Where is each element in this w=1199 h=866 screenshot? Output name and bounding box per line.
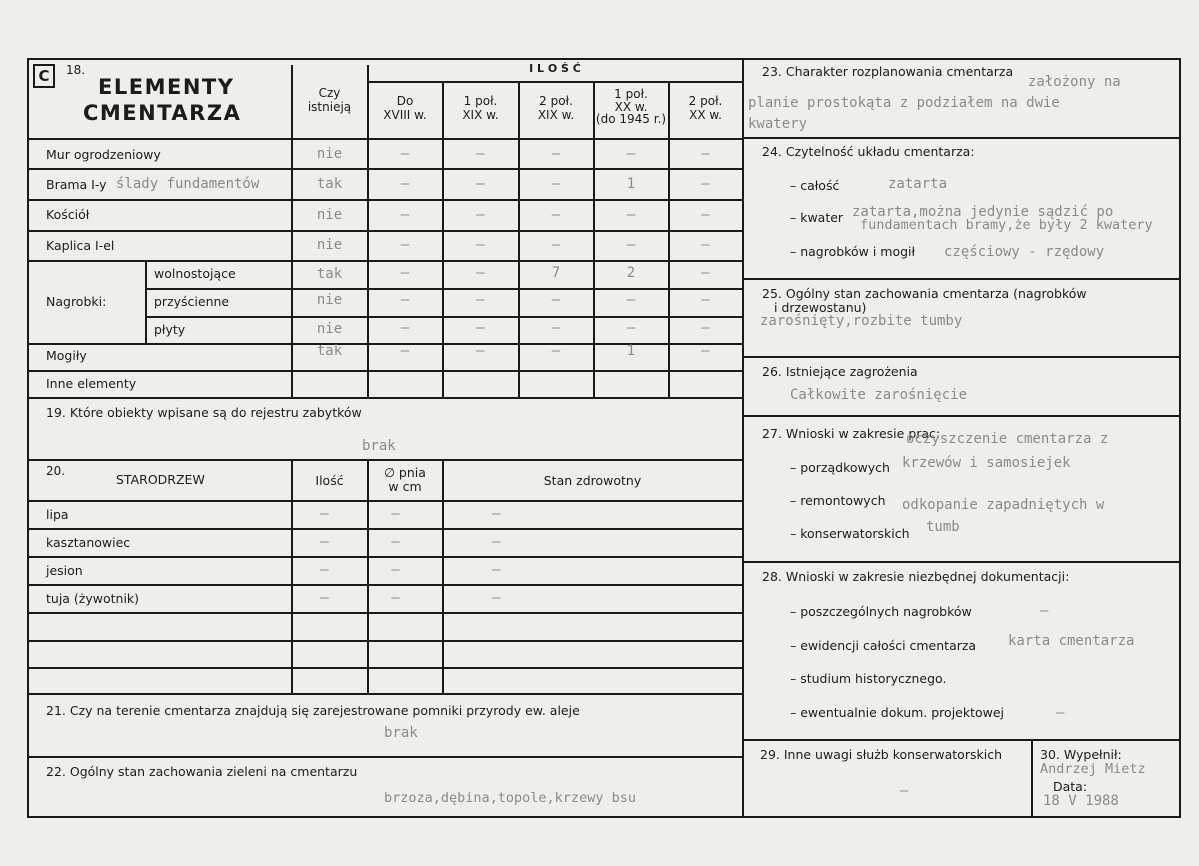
row-line: [29, 199, 742, 201]
value-cell: –: [551, 343, 561, 359]
ilosc-header: I L O Ś Ć: [529, 62, 581, 75]
q25-answer: zarośnięty,rozbite tumby: [760, 313, 963, 329]
q22-answer: brzoza,dębina,topole,krzewy bsu: [384, 790, 636, 806]
row-line: [29, 500, 742, 502]
row-label-kaplica: Kaplica I-el: [46, 238, 115, 253]
tree-value: –: [320, 506, 329, 522]
row-line: [145, 288, 742, 290]
q24-nagr-label: – nagrobków i mogił: [790, 244, 916, 259]
value-cell: –: [626, 207, 636, 223]
tree-value: –: [492, 590, 501, 606]
row-line: [145, 316, 742, 318]
q21-answer: brak: [384, 725, 418, 741]
col-header-1xix: 1 poł. XIX w.: [462, 94, 499, 122]
row-label-nagrobki: Nagrobki:: [46, 294, 107, 309]
value-cell: –: [476, 320, 485, 336]
q28-a-label: – poszczególnych nagrobków: [790, 604, 972, 619]
q19-answer: brak: [362, 438, 396, 454]
row-label-kosciol: Kościół: [46, 207, 90, 222]
row-line: [744, 415, 1181, 417]
col-header-2xx: 2 poł. XX w.: [688, 94, 723, 122]
value-cell: 1: [626, 343, 636, 359]
q27-text-4: tumb: [926, 519, 960, 535]
value-cell: –: [551, 292, 561, 308]
value-cell: –: [551, 176, 561, 192]
q24-kwater-value1: zatarta,można jedynie sądzić po: [852, 204, 1114, 220]
czy-header: Czy istnieją: [307, 86, 352, 114]
q23-answer-line2: planie prostokąta z podziałem na dwie: [748, 95, 1060, 111]
value-cell: –: [476, 265, 485, 281]
czy-kosciol: nie: [316, 207, 343, 223]
q23-answer-line3: kwatery: [748, 116, 808, 132]
q27-text-3: odkopanie zapadniętych w: [902, 497, 1105, 513]
q29-label: 29. Inne uwagi służb konserwatorskich: [760, 747, 1002, 762]
q28-d-label: – ewentualnie dokum. projektowej: [790, 705, 1005, 720]
col-line: [145, 260, 147, 343]
q23-label: 23. Charakter rozplanowania cmentarza: [762, 64, 1014, 79]
value-cell: –: [400, 237, 410, 253]
row-line: [29, 260, 742, 262]
row-line: [744, 137, 1181, 139]
main-divider: [742, 58, 744, 818]
tree-name: tuja (żywotnik): [46, 591, 140, 606]
row-line: [29, 168, 742, 170]
value-cell: –: [701, 207, 710, 223]
value-cell: –: [701, 320, 710, 336]
q24-calosc-label: – całość: [790, 178, 840, 193]
value-cell: –: [400, 292, 410, 308]
q27-porz-label: – porządkowych: [790, 460, 890, 475]
value-cell: –: [701, 146, 710, 162]
q28-b-value: karta cmentarza: [1008, 633, 1135, 649]
row-label-plyty: płyty: [154, 322, 186, 337]
section-title-line1: ELEMENTY: [98, 75, 235, 99]
col-line: [1031, 740, 1033, 818]
value-cell: –: [476, 176, 485, 192]
q25-label-line2: i drzewostanu): [774, 300, 867, 315]
section-number: 18.: [66, 63, 86, 77]
q30-date-label: Data:: [1053, 779, 1088, 794]
row-line: [29, 397, 742, 399]
row-line: [29, 612, 742, 614]
q28-d-value: –: [1056, 705, 1065, 721]
row-line: [744, 278, 1181, 280]
tree-value: –: [391, 562, 400, 578]
row-label-brama: Brama I-y: [46, 177, 107, 192]
q30-label: 30. Wypełnił:: [1040, 747, 1122, 762]
q27-konserw-label: – konserwatorskich: [790, 526, 910, 541]
row-line: [744, 739, 1181, 741]
value-cell: –: [701, 343, 710, 359]
q20-pnia-header: ∅ pnia w cm: [384, 465, 426, 495]
tree-value: –: [391, 506, 400, 522]
value-cell: –: [551, 237, 561, 253]
row-label-przysc: przyścienne: [154, 294, 230, 309]
row-label-wolno: wolnostojące: [154, 266, 236, 281]
tree-name: kasztanowiec: [46, 535, 131, 550]
value-cell: –: [476, 207, 485, 223]
value-cell: –: [701, 176, 710, 192]
section-title-line2: CMENTARZA: [83, 101, 242, 125]
czy-mogily: tak: [316, 343, 343, 359]
value-cell: –: [551, 146, 561, 162]
tree-value: –: [320, 534, 329, 550]
value-cell: –: [400, 146, 410, 162]
value-cell: –: [476, 237, 485, 253]
q24-calosc-value: zatarta: [888, 176, 948, 192]
row-line: [744, 561, 1181, 563]
q23-answer-line1: założony na: [1028, 74, 1121, 90]
q27-text-1: oczyszczenie cmentarza z: [906, 431, 1109, 447]
q20-stan-header: Stan zdrowotny: [543, 473, 642, 488]
q24-kwater-value2: fundamentach bramy,że były 2 kwatery: [860, 217, 1153, 233]
row-line: [29, 230, 742, 232]
value-cell: –: [551, 207, 561, 223]
value-cell: –: [626, 146, 636, 162]
value-cell: 1: [626, 176, 636, 192]
value-cell: –: [626, 237, 636, 253]
row-line: [29, 667, 742, 669]
q28-b-label: – ewidencji całości cmentarza: [790, 638, 977, 653]
tree-value: –: [492, 534, 501, 550]
tree-value: –: [391, 590, 400, 606]
section-code-box: C: [33, 64, 55, 88]
value-cell: –: [400, 343, 410, 359]
value-cell: –: [701, 265, 710, 281]
q27-text-2: krzewów i samosiejek: [902, 455, 1071, 471]
col-line: [442, 460, 444, 693]
tree-name: jesion: [46, 563, 83, 578]
q21-label: 21. Czy na terenie cmentarza znajdują się zarejestrowane pomniki przyrody ew. aleje: [46, 703, 580, 718]
value-cell: 7: [551, 265, 561, 281]
tree-value: –: [320, 590, 329, 606]
q27-label: 27. Wnioski w zakresie prac:: [762, 426, 941, 441]
q20-ilosc-header: Ilość: [315, 473, 344, 488]
q22-label: 22. Ogólny stan zachowania zieleni na cmentarzu: [46, 764, 358, 779]
q28-label: 28. Wnioski w zakresie niezbędnej dokumentacji:: [762, 569, 1070, 584]
row-line: [29, 756, 742, 758]
q30-name: Andrzej Mietz: [1040, 761, 1146, 777]
row-line: [367, 81, 742, 83]
value-cell: –: [701, 237, 710, 253]
q24-label: 24. Czytelność układu cmentarza:: [762, 144, 975, 159]
value-cell: 2: [626, 265, 636, 281]
row-line: [29, 528, 742, 530]
q29-answer: –: [900, 783, 909, 799]
col-header-1xx: 1 poł. XX w. (do 1945 r.): [595, 87, 667, 127]
q26-label: 26. Istniejące zagrożenia: [762, 364, 918, 379]
q26-answer: Całkowite zarośnięcie: [790, 387, 968, 403]
czy-brama: tak: [316, 176, 343, 192]
q20-title: STARODRZEW: [116, 472, 205, 487]
row-line: [29, 584, 742, 586]
value-cell: –: [400, 320, 410, 336]
tree-value: –: [492, 506, 501, 522]
value-cell: –: [701, 292, 710, 308]
col-header-2xix: 2 poł. XIX w.: [537, 94, 575, 122]
value-cell: –: [551, 320, 561, 336]
value-cell: –: [400, 207, 410, 223]
q28-c-label: – studium historycznego.: [790, 671, 947, 686]
row-line: [29, 459, 742, 461]
row-line: [744, 356, 1181, 358]
tree-value: –: [391, 534, 400, 550]
czy-wolno: tak: [316, 266, 343, 282]
row-line: [29, 640, 742, 642]
q19-label: 19. Które obiekty wpisane są do rejestru zabytków: [46, 405, 362, 420]
value-cell: –: [476, 343, 485, 359]
row-line: [29, 370, 742, 372]
czy-kaplica: nie: [316, 237, 343, 253]
row-line: [29, 556, 742, 558]
q24-nagr-value: częściowy - rzędowy: [944, 244, 1105, 260]
value-cell: –: [626, 292, 636, 308]
q27-remont-label: – remontowych: [790, 493, 886, 508]
q30-date: 18 V 1988: [1043, 793, 1119, 809]
q25-label-line1: 25. Ogólny stan zachowania cmentarza (nagrobków: [762, 286, 1087, 301]
value-cell: –: [476, 146, 485, 162]
tree-value: –: [320, 562, 329, 578]
value-cell: –: [400, 265, 410, 281]
row-label-inne: Inne elementy: [46, 376, 137, 391]
q24-kwater-label: – kwater: [790, 210, 844, 225]
row-label-mogily: Mogiły: [46, 348, 87, 363]
col-header-xviii: Do XVIII w.: [383, 94, 427, 122]
czy-plyty: nie: [316, 321, 343, 337]
q20-number: 20.: [46, 464, 66, 478]
tree-name: lipa: [46, 507, 69, 522]
row-line: [29, 693, 742, 695]
value-cell: –: [476, 292, 485, 308]
brama-note: ślady fundamentów: [116, 176, 260, 192]
czy-przysc: nie: [316, 292, 343, 308]
value-cell: –: [626, 320, 636, 336]
row-label-mur: Mur ogrodzeniowy: [46, 147, 161, 162]
value-cell: –: [400, 176, 410, 192]
tree-value: –: [492, 562, 501, 578]
q28-a-value: –: [1040, 603, 1049, 619]
czy-mur: nie: [316, 146, 343, 162]
row-line: [29, 138, 742, 140]
